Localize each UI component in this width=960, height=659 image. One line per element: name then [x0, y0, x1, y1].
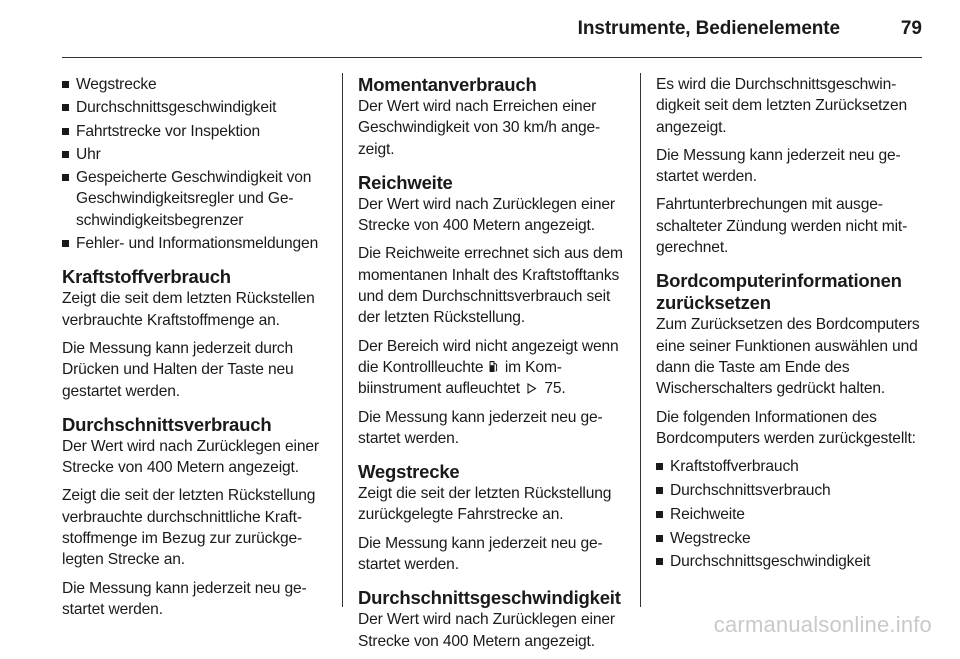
reference-triangle-icon: [526, 383, 537, 394]
list-item: Fahrtstrecke vor Inspektion: [62, 121, 326, 142]
section-durchschnittsgeschwindigkeit: [358, 587, 630, 652]
paragraph: Der Wert wird nach Zurücklegen einer Strecke von 400 Metern angezeigt.: [358, 611, 615, 650]
list-item: Wegstrecke: [656, 528, 926, 549]
display-functions-list: [62, 74, 326, 254]
list-item: Uhr: [62, 144, 326, 165]
section-reset: [656, 270, 926, 572]
paragraph: Die Reichweite errechnet sich aus dem momentanen Inhalt des Kraftstofftanks und dem Durchschnittsverbrauch seit der letzten Rückstellung.: [358, 245, 623, 327]
paragraph: Die Messung kann jederzeit neu gestartet werden.: [358, 408, 603, 447]
list-item: Wegstrecke: [62, 74, 326, 95]
section-heading: Bordcomputerinformationen zurücksetzen: [656, 270, 902, 314]
list-item: Durchschnittsverbrauch: [656, 480, 926, 501]
paragraph: Zeigt die seit der letzten Rückstellung zurückgelegte Fahrstrecke an.: [358, 485, 612, 524]
paragraph: Der Wert wird nach Zurücklegen einer Strecke von 400 Metern angezeigt.: [358, 195, 615, 235]
paragraph: Zeigt die seit der letzten Rückstellung verbrauchte durchschnittliche Kraftstoffmenge im Bezug zur zurückgelegten Strecke an.: [62, 487, 316, 569]
page-number: 79: [900, 18, 922, 39]
section-heading: Wegstrecke: [358, 461, 460, 483]
paragraph: Die Messung kann jederzeit durch Drücken und Halten der Taste neu gestartet werden.: [62, 339, 294, 400]
paragraph: Die Messung kann jederzeit neu gestartet werden.: [358, 534, 603, 574]
section-durchschnittsverbrauch: [62, 414, 326, 620]
column-3: [656, 74, 926, 582]
text-fragment: Der Bereich wird nicht angezeigt wenn die Kontrollleuchte: [358, 337, 619, 376]
list-item: Durchschnittsgeschwindigkeit: [656, 551, 926, 572]
list-item: Kraftstoffverbrauch: [656, 456, 926, 477]
paragraph: Fahrtunterbrechungen mit ausgeschalteter Zündung werden nicht mitgerechnet.: [656, 196, 908, 257]
column-1: [62, 74, 326, 627]
list-item: Reichweite: [656, 504, 926, 525]
fuel-pump-icon: [489, 360, 498, 373]
list-item: Durchschnittsgeschwindigkeit: [62, 97, 326, 118]
section-heading: Momentanverbrauch: [358, 74, 537, 95]
section-heading: Durchschnittsgeschwindigkeit: [358, 587, 621, 609]
list-item: Gespeicherte Geschwindigkeit von Geschwindigkeitsregler und Geschwindigkeitsbegrenzer: [62, 167, 326, 231]
section-reichweite: [358, 172, 630, 449]
header-divider: [62, 57, 922, 58]
text-fragment: im Kombiinstrument aufleuchtet: [358, 358, 562, 398]
section-kraftstoffverbrauch: [62, 266, 326, 401]
paragraph: Die Messung kann jederzeit neu gestartet werden.: [62, 579, 307, 618]
paragraph: Zum Zurücksetzen des Bordcomputers eine seiner Funktionen auswählen und dann die Taste am Ende des Wischerschalters gedrückt halten.: [656, 316, 920, 398]
column-divider-1: [342, 73, 343, 607]
paragraph: Der Wert wird nach Zurücklegen einer Strecke von 400 Metern angezeigt.: [62, 437, 319, 477]
page-reference: 75.: [544, 380, 566, 398]
page-title: Instrumente, Bedienelemente: [577, 18, 840, 39]
paragraph: Der Wert wird nach Erreichen einer Geschwindigkeit von 30 km/h angezeigt.: [358, 98, 601, 158]
paragraph: Es wird die Durchschnittsgeschwindigkeit seit dem letzten Zurücksetzen angezeigt.: [656, 76, 908, 136]
column-2: [358, 74, 630, 659]
watermark: carmanualsonline.info: [713, 612, 932, 637]
paragraph: [358, 336, 630, 400]
list-item: Fehler- und Informationsmeldungen: [62, 233, 326, 254]
column-divider-2: [640, 73, 641, 607]
reset-items-list: [656, 456, 926, 572]
section-heading: Kraftstoffverbrauch: [62, 266, 231, 288]
section-heading: Durchschnittsverbrauch: [62, 413, 272, 435]
paragraph: Zeigt die seit dem letzten Rückstellen verbrauchte Kraftstoffmenge an.: [62, 290, 315, 329]
section-heading: Reichweite: [358, 171, 453, 193]
section-momentanverbrauch: [358, 74, 630, 160]
paragraph: Die folgenden Informationen des Bordcomputers werden zurückgestellt:: [656, 408, 916, 447]
section-wegstrecke: [358, 461, 630, 575]
paragraph: Die Messung kann jederzeit neu gestartet werden.: [656, 146, 901, 186]
